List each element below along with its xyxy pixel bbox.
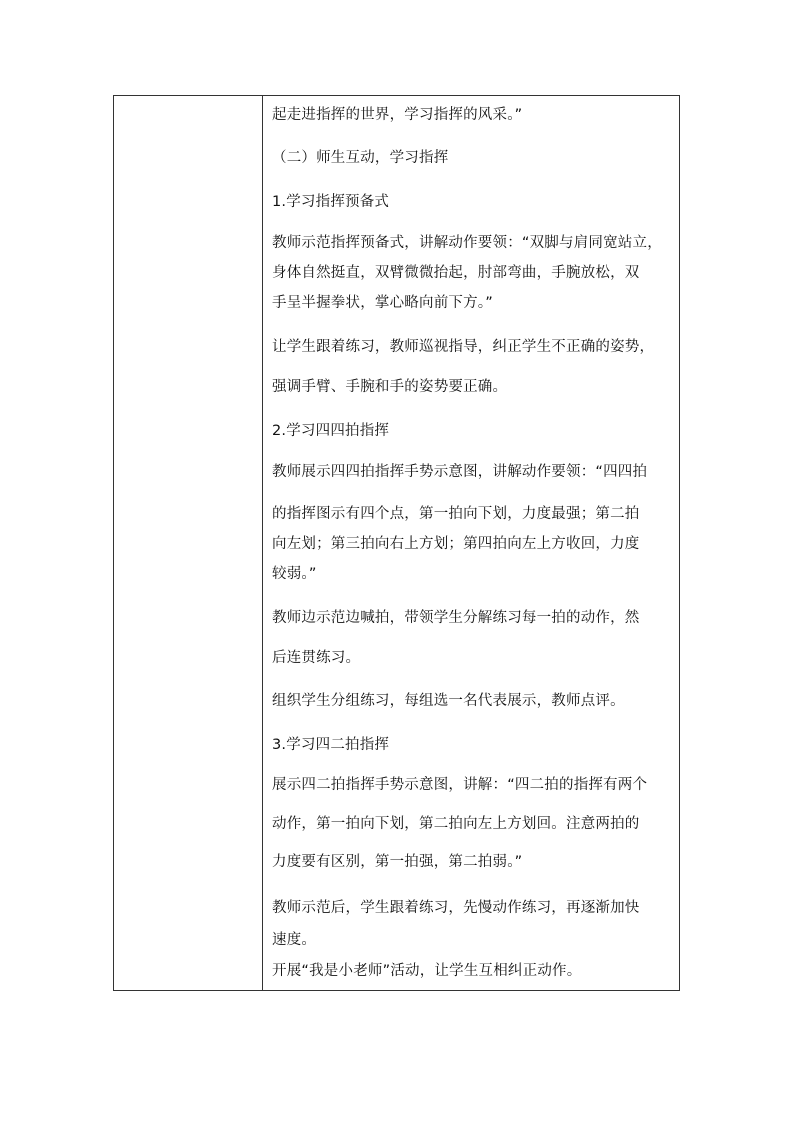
text-line: 较弱。” bbox=[272, 566, 317, 582]
left-column-cell bbox=[114, 96, 263, 990]
text-line: 开展“我是小老师”活动，让学生互相纠正动作。 bbox=[272, 963, 582, 979]
text-line: 向左划；第三拍向右上方划；第四拍向左上方收回，力度 bbox=[272, 536, 640, 552]
text-line: 后连贯练习。 bbox=[272, 650, 361, 666]
subheading: 3.学习四二拍指挥 bbox=[272, 737, 390, 753]
text-line: 教师展示四四拍指挥手势示意图，讲解动作要领：“四四拍 bbox=[272, 464, 648, 480]
text-line: 教师边示范边喊拍，带领学生分解练习每一拍的动作，然 bbox=[272, 610, 640, 626]
text-line: 速度。 bbox=[272, 932, 317, 948]
right-column-cell bbox=[264, 96, 680, 990]
subheading: 2.学习四四拍指挥 bbox=[272, 423, 390, 439]
text-line: 教师示范指挥预备式，讲解动作要领：“双脚与肩同宽站立， bbox=[272, 235, 662, 251]
text-line: 动作，第一拍向下划，第二拍向左上方划回。注意两拍的 bbox=[272, 816, 640, 832]
subheading: 1.学习指挥预备式 bbox=[272, 194, 390, 210]
lesson-table bbox=[113, 95, 680, 991]
text-line: 手呈半握拳状，掌心略向前下方。” bbox=[272, 295, 493, 311]
text-line: 让学生跟着练习，教师巡视指导，纠正学生不正确的姿势， bbox=[272, 339, 655, 355]
text-line: 的指挥图示有四个点，第一拍向下划，力度最强；第二拍 bbox=[272, 506, 640, 522]
text-line: 展示四二拍指挥手势示意图，讲解：“四二拍的指挥有两个 bbox=[272, 777, 648, 793]
text-line: 身体自然挺直，双臂微微抬起，肘部弯曲，手腕放松，双 bbox=[272, 265, 640, 281]
section-heading: （二）师生互动，学习指挥 bbox=[272, 150, 449, 166]
text-line: 教师示范后，学生跟着练习，先慢动作练习，再逐渐加快 bbox=[272, 900, 640, 916]
text-line: 组织学生分组练习，每组选一名代表展示，教师点评。 bbox=[272, 693, 625, 709]
text-line: 力度要有区别，第一拍强，第二拍弱。” bbox=[272, 854, 523, 870]
text-line: 强调手臂、手腕和手的姿势要正确。 bbox=[272, 379, 508, 395]
text-line: 起走进指挥的世界，学习指挥的风采。” bbox=[272, 107, 523, 123]
